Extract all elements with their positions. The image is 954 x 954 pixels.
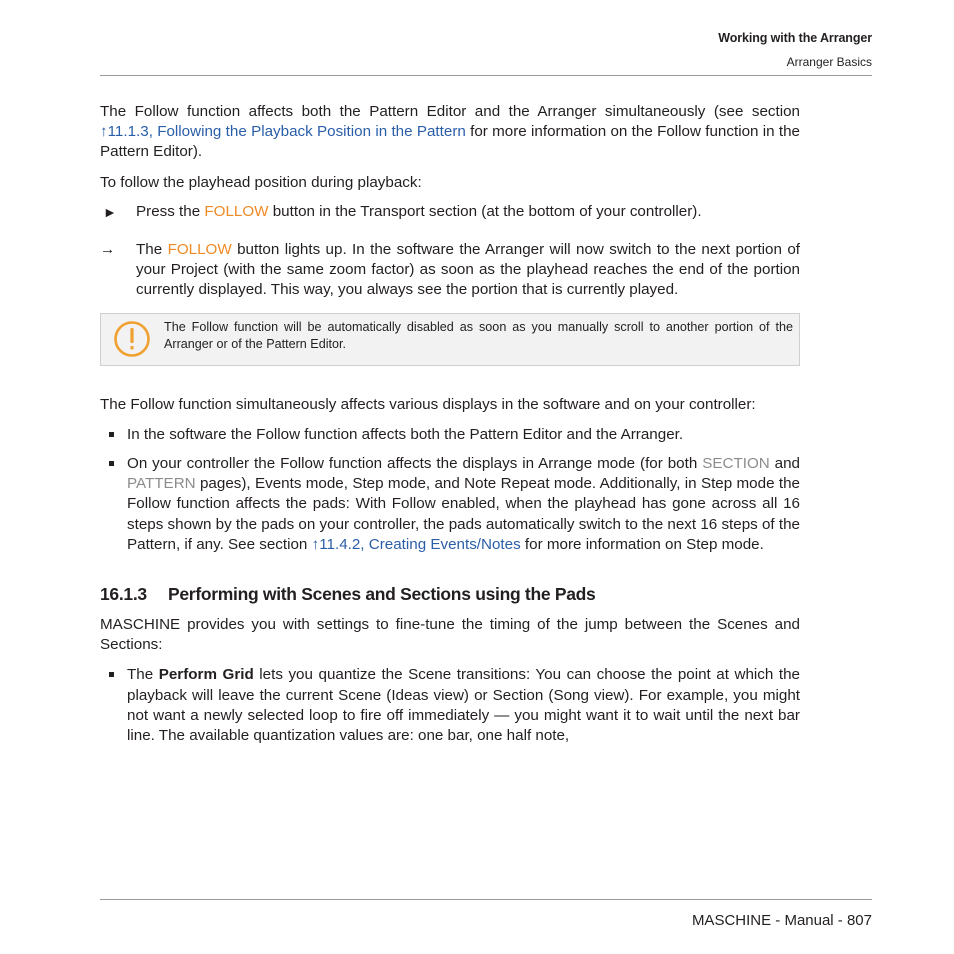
list-item (100, 454, 800, 555)
paragraph-text: The Follow function affects both the Pattern Editor and the Arranger simultaneously (see section (100, 103, 800, 120)
section-heading (100, 583, 800, 605)
bullet-icon (109, 672, 114, 677)
list-item (100, 425, 800, 445)
paragraph-follow-intro (100, 102, 800, 163)
paragraph-scenes-intro: MASCHINE provides you with settings to fine-tune the timing of the jump between the Scenes and Sections: (100, 616, 800, 654)
notice-box (100, 313, 800, 366)
footer-divider (100, 899, 872, 900)
bullet-list-perform (100, 665, 800, 746)
list-item-text: lets you quantize the Scene transitions: You can choose the point at which the playback will leave the current Scene (Ideas view) or Section (Song view). For example, you might not want a newly selected loop to fire off immediately — you might want it to wait until the next bar line. The available quantization values are: one bar, one half note, (127, 666, 800, 745)
paragraph-instruction-lead: To follow the playhead position during playback: (100, 173, 422, 191)
paragraph-follow-displays: The Follow function simultaneously affects various displays in the software and on your controller: (100, 395, 756, 413)
result-arrow-icon: → (100, 241, 116, 259)
step-text: Press the (136, 202, 205, 220)
pattern-page-label: PATTERN (127, 475, 196, 493)
cross-reference-link[interactable]: ↑11.1.3, Following the Playback Position in the Pattern (100, 123, 466, 141)
list-item (100, 665, 800, 746)
list-item-text: The (127, 666, 159, 684)
warning-icon (113, 320, 151, 358)
section-title: Performing with Scenes and Sections using the Pads (168, 584, 596, 605)
section-page-label: SECTION (702, 455, 770, 473)
bullet-icon (109, 461, 114, 466)
section-number: 16.1.3 (100, 584, 147, 605)
follow-button-label: FOLLOW (167, 241, 232, 259)
notice-text: The Follow function will be automatically disabled as soon as you manually scroll to another portion of the Arranger or of the Pattern Editor. (164, 319, 793, 351)
page-content (100, 102, 800, 756)
header-divider (100, 75, 872, 76)
step-text: button in the Transport section (at the bottom of your controller). (268, 202, 702, 220)
list-item-text: for more information on Step mode. (520, 535, 764, 553)
cross-reference-link[interactable]: ↑11.4.2, Creating Events/Notes (311, 535, 521, 553)
result-text: button lights up. In the software the Arranger will now switch to the next portion of your Project (with the same zoom factor) as soon as the playhead reaches the end of the portion currently displayed. This way, you always see the portion that is currently played. (136, 241, 800, 299)
perform-grid-term: Perform Grid (158, 666, 254, 684)
follow-button-label: FOLLOW (204, 202, 269, 220)
list-item-text: On your controller the Follow function affects the displays in Arrange mode (for both (127, 455, 703, 473)
list-item-text: and (769, 455, 801, 473)
paragraph-text: for more information on the Follow function in the Pattern Editor). (100, 123, 800, 161)
header-chapter-title: Working with the Arranger (718, 31, 872, 45)
result-text: The (136, 241, 168, 259)
bullet-list-follow (100, 425, 800, 555)
bullet-icon (109, 432, 114, 437)
list-item-text: pages), Events mode, Step mode, and Note Repeat mode. Additionally, in Step mode the Follow function affects the pads: With Follow enabled, when the playhead has gone across all 16 steps shown by the pads on your controller, the pads automatically switch to the next 16 steps of the Pattern, if any. See section (127, 475, 800, 553)
instruction-result (100, 240, 800, 301)
list-item-text: In the software the Follow function affects both the Pattern Editor and the Arranger. (127, 425, 684, 443)
header-section-title: Arranger Basics (786, 55, 872, 69)
step-arrow-icon: ► (103, 203, 117, 220)
instruction-step (100, 202, 800, 222)
footer-page-info: MASCHINE - Manual - 807 (691, 912, 872, 929)
